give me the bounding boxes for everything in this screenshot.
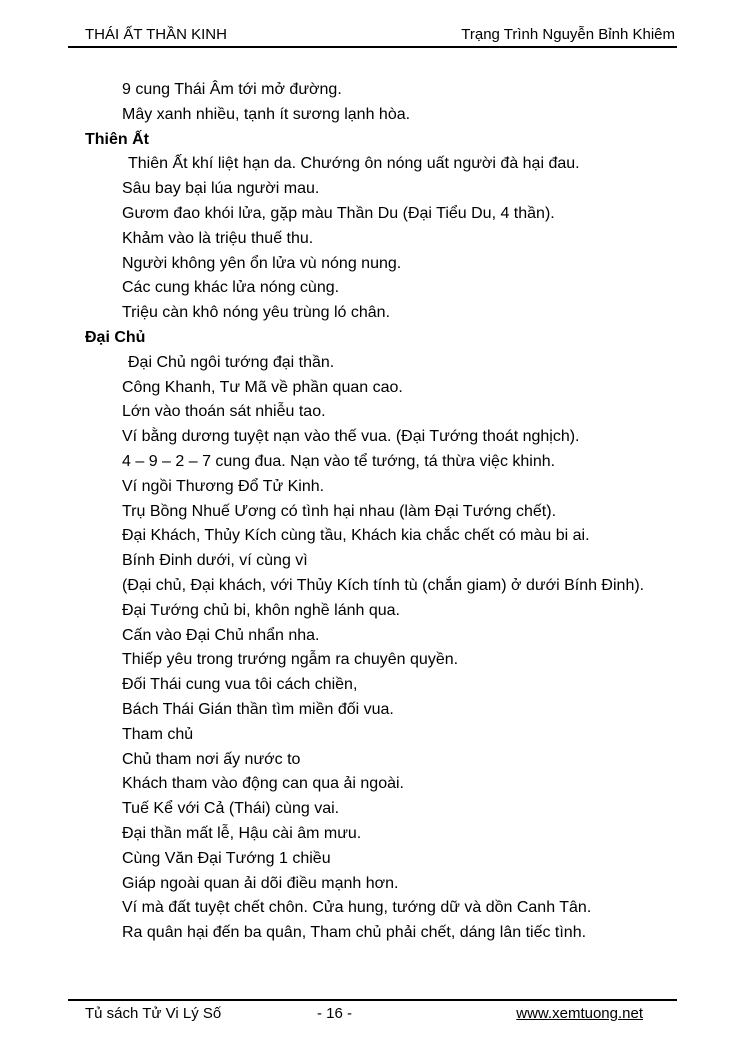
text-line: Khách tham vào động can qua ải ngoài. bbox=[122, 775, 404, 793]
text-line: Đại Chủ ngôi tướng đại thần. bbox=[128, 353, 335, 371]
text-line: Lớn vào thoán sát nhiễu tao. bbox=[122, 403, 326, 421]
footer-rule bbox=[68, 999, 677, 1001]
footer-series-title: Tủ sách Tử Vi Lý Số bbox=[85, 1005, 222, 1022]
text-line: Thiên Ất khí liệt hạn da. Chướng ôn nóng uất người đà hại đau. bbox=[128, 155, 580, 173]
text-line: Bính Đinh dưới, ví cùng vì bbox=[122, 552, 308, 570]
text-line: Triệu càn khô nóng yêu trùng ló chân. bbox=[122, 304, 391, 322]
text-line: Sâu bay bại lúa người mau. bbox=[122, 180, 320, 198]
text-line: Bách Thái Gián thần tìm miền đối vua. bbox=[122, 700, 394, 718]
text-line: (Đại chủ, Đại khách, với Thủy Kích tính tù (chắn giam) ở dưới Bính Đinh). bbox=[122, 576, 645, 594]
text-line: Ví mà đất tuyệt chết chôn. Cửa hung, tướng dữ và dồn Canh Tân. bbox=[122, 899, 592, 917]
text-line: Gươm đao khói lửa, gặp màu Thần Du (Đại Tiểu Du, 4 thần). bbox=[122, 204, 555, 222]
page-body bbox=[68, 78, 728, 946]
text-line: Chủ tham nơi ấy nước to bbox=[122, 750, 301, 768]
text-line: Mây xanh nhiều, tạnh ít sương lạnh hòa. bbox=[122, 105, 411, 123]
text-line: 4 – 9 – 2 – 7 cung đua. Nạn vào tể tướng, tá thừa việc khinh. bbox=[122, 452, 556, 470]
page-footer bbox=[68, 1004, 677, 1024]
header-book-title: THÁI ẤT THẦN KINH bbox=[85, 26, 227, 43]
text-line: Ví bằng dương tuyệt nạn vào thế vua. (Đại Tướng thoát nghịch). bbox=[122, 428, 580, 446]
text-line: Trụ Bồng Nhuế Ương có tình hại nhau (làm Đại Tướng chết). bbox=[122, 502, 557, 520]
text-line: Đối Thái cung vua tôi cách chiền, bbox=[122, 676, 358, 694]
text-line: Cấn vào Đại Chủ nhẩn nha. bbox=[122, 626, 320, 644]
text-line: Các cung khác lửa nóng cùng. bbox=[122, 279, 340, 297]
text-line: Ví ngồi Thương Đổ Tử Kinh. bbox=[122, 477, 325, 495]
text-line: Người không yên ổn lửa vù nóng nung. bbox=[122, 254, 402, 272]
text-line: Đại Khách, Thủy Kích cùng tầu, Khách kia chắc chết có màu bi ai. bbox=[122, 527, 590, 545]
text-line: Đại thần mất lễ, Hậu cài âm mưu. bbox=[122, 824, 362, 842]
footer-page-number: - 16 - bbox=[317, 1005, 353, 1022]
header-author: Trạng Trình Nguyễn Bỉnh Khiêm bbox=[461, 26, 675, 43]
page-header bbox=[68, 26, 677, 44]
text-line: Cùng Văn Đại Tướng 1 chiều bbox=[122, 849, 331, 867]
text-line: Tuế Kể với Cả (Thái) cùng vai. bbox=[122, 800, 340, 818]
text-line: Khảm vào là triệu thuế thu. bbox=[122, 229, 314, 247]
text-line: Tham chủ bbox=[122, 725, 194, 743]
text-line: Ra quân hại đến ba quân, Tham chủ phải chết, dáng lân tiếc tình. bbox=[122, 924, 587, 942]
footer-website-link[interactable]: www.xemtuong.net bbox=[516, 1005, 643, 1022]
text-line: 9 cung Thái Âm tới mở đường. bbox=[122, 81, 342, 98]
section-heading: Đại Chủ bbox=[85, 328, 146, 346]
text-line: Thiếp yêu trong trướng ngẫm ra chuyên quyền. bbox=[122, 651, 459, 669]
text-line: Đại Tướng chủ bi, khôn nghề lánh qua. bbox=[122, 601, 400, 619]
text-line: Công Khanh, Tư Mã về phần quan cao. bbox=[122, 378, 403, 396]
text-line: Giáp ngoài quan ải dõi điều mạnh hơn. bbox=[122, 874, 399, 892]
header-rule bbox=[68, 46, 677, 48]
section-heading: Thiên Ất bbox=[85, 130, 149, 148]
